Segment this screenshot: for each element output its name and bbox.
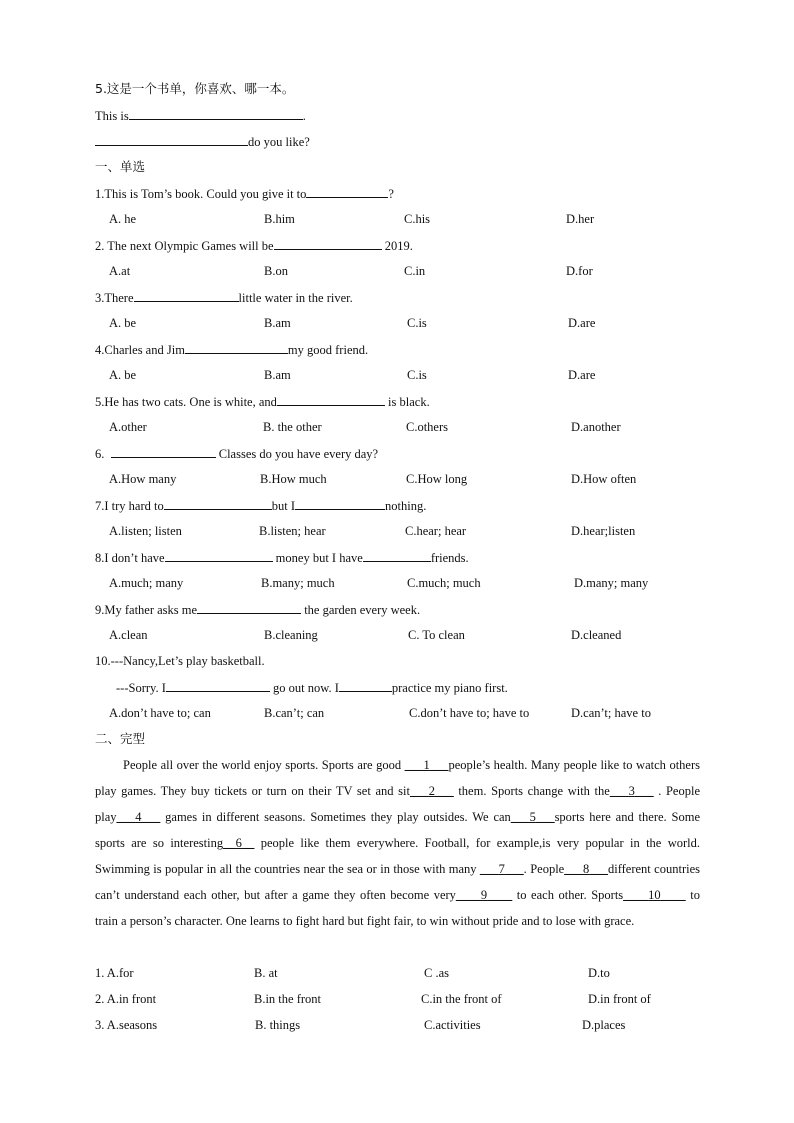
q5-title: 5.这是一个书单，你喜欢、哪一本。 <box>95 81 295 96</box>
option-b[interactable]: B.am <box>264 316 291 330</box>
cloze-3-option-b[interactable]: B. things <box>255 1018 301 1032</box>
answer-blank[interactable] <box>339 678 392 692</box>
q5-line1-prefix: This is <box>95 109 129 123</box>
answer-blank[interactable] <box>164 496 272 510</box>
blank-number: 6 <box>235 836 242 850</box>
answer-blank[interactable] <box>306 184 388 198</box>
cloze-blank-6[interactable]: __6__ <box>223 836 255 850</box>
question-text: 10.---Nancy,Let’s play basketball. <box>95 654 265 668</box>
q5-line2-suffix: do you like? <box>248 135 310 149</box>
answer-blank[interactable] <box>363 548 431 562</box>
q5-line1-suffix: . <box>302 109 306 123</box>
question-text: 6. <box>95 447 111 461</box>
question-text: go out now. I <box>269 681 339 695</box>
question-2 <box>95 236 413 255</box>
question-text: 9.My father asks me <box>95 603 198 617</box>
answer-blank[interactable] <box>111 444 216 458</box>
passage-text: People all over the world enjoy sports. Sports are good <box>123 758 405 772</box>
option-c[interactable]: C.others <box>406 420 449 434</box>
option-d[interactable]: D.hear;listen <box>571 524 636 538</box>
option-a[interactable]: A.How many <box>109 472 177 486</box>
option-c[interactable]: C.is <box>407 316 427 330</box>
question-1 <box>95 184 394 203</box>
option-a[interactable]: A.don’t have to; can <box>109 706 211 720</box>
cloze-passage <box>95 752 700 934</box>
question-text: Classes do you have every day? <box>215 447 379 461</box>
cloze-1-option-d[interactable]: D.to <box>588 966 610 980</box>
cloze-1-option-a[interactable]: 1. A.for <box>95 966 134 980</box>
q5-line2 <box>95 132 310 151</box>
question-text: 5.He has two cats. One is white, and <box>95 395 277 409</box>
question-text: friends. <box>430 551 469 565</box>
answer-blank[interactable] <box>277 392 385 406</box>
question-text: 2019. <box>381 239 413 253</box>
section2-heading: 二、完型 <box>95 731 146 746</box>
question-text: ? <box>388 187 394 201</box>
answer-blank[interactable] <box>95 132 248 146</box>
question-3 <box>95 288 353 307</box>
answer-blank[interactable] <box>197 600 301 614</box>
option-b[interactable]: B.cleaning <box>264 628 318 642</box>
option-d[interactable]: D.many; many <box>574 576 649 590</box>
question-4 <box>95 340 368 359</box>
option-b[interactable]: B.him <box>264 212 295 226</box>
cloze-paragraph <box>95 752 700 934</box>
cloze-1-option-b[interactable]: B. at <box>254 966 278 980</box>
answer-blank[interactable] <box>166 678 270 692</box>
question-text: ---Sorry. I <box>116 681 166 695</box>
passage-text: . People play <box>95 784 700 824</box>
question-text: 2. The next Olympic Games will be <box>95 239 274 253</box>
question-text: practice my piano first. <box>391 681 508 695</box>
passage-text: games in different seasons. Sometimes they play outsides. We can <box>160 810 511 824</box>
cloze-blank-5[interactable]: ___5___ <box>510 810 555 824</box>
cloze-3-option-c[interactable]: C.activities <box>424 1018 481 1032</box>
passage-text: sports here and there. Some sports are so interesting <box>95 810 700 850</box>
option-a[interactable]: A. be <box>109 316 137 330</box>
cloze-blank-3[interactable]: ___3___ <box>609 784 654 798</box>
passage-text: them. Sports change with the <box>453 784 610 798</box>
answer-blank[interactable] <box>134 288 239 302</box>
blank-number: 4 <box>135 810 142 824</box>
blank-number: 9 <box>480 888 488 902</box>
option-a[interactable]: A.listen; listen <box>109 524 182 538</box>
cloze-blank-1[interactable]: ___1___ <box>404 758 449 772</box>
blank-number: 7 <box>498 862 505 876</box>
option-c[interactable]: C.don’t have to; have to <box>409 706 530 720</box>
option-c[interactable]: C.his <box>404 212 431 226</box>
question-text: 3.There <box>95 291 134 305</box>
section1-heading: 一、单选 <box>95 159 146 174</box>
option-c[interactable]: C. To clean <box>408 628 465 642</box>
option-c[interactable]: C.is <box>407 368 427 382</box>
option-b[interactable]: B. the other <box>263 420 322 434</box>
option-c[interactable]: C.in <box>404 264 426 278</box>
cloze-2-option-d[interactable]: D.in front of <box>588 992 651 1006</box>
option-c[interactable]: C.How long <box>406 472 468 486</box>
option-b[interactable]: B.How much <box>260 472 327 486</box>
option-d[interactable]: D.cleaned <box>571 628 622 642</box>
blank-number: 3 <box>628 784 635 798</box>
cloze-3-option-a[interactable]: 3. A.seasons <box>95 1018 158 1032</box>
cloze-blank-9[interactable]: ____9____ <box>455 888 513 902</box>
option-c[interactable]: C.much; much <box>407 576 481 590</box>
question-text: 8.I don’t have <box>95 551 165 565</box>
cloze-blank-8[interactable]: ___8___ <box>564 862 608 876</box>
option-d[interactable]: D.How often <box>571 472 637 486</box>
cloze-2-option-c[interactable]: C.in the front of <box>421 992 502 1006</box>
option-d[interactable]: D.for <box>566 264 593 278</box>
option-a[interactable]: A.at <box>109 264 131 278</box>
option-a[interactable]: A. he <box>109 212 137 226</box>
blank-number: 8 <box>582 862 590 876</box>
question-text: little water in the river. <box>238 291 353 305</box>
option-b[interactable]: B.listen; hear <box>259 524 326 538</box>
blank-number: 1 <box>423 758 430 772</box>
passage-text: to each other. Sports <box>512 888 624 902</box>
cloze-blank-4[interactable]: ___4___ <box>116 810 161 824</box>
cloze-2-option-b[interactable]: B.in the front <box>254 992 322 1006</box>
option-a[interactable]: A.other <box>109 420 147 434</box>
question-text: 7.I try hard to <box>95 499 164 513</box>
option-d[interactable]: D.are <box>568 316 596 330</box>
cloze-2-option-a[interactable]: 2. A.in front <box>95 992 157 1006</box>
answer-blank[interactable] <box>129 106 303 120</box>
question-text: nothing. <box>385 499 427 513</box>
q5-line1 <box>95 106 306 125</box>
question-text: my good friend. <box>287 343 369 357</box>
passage-text: to train a person’s character. One learns to fight hard but fight fair, to win without pride and to lose with grace. <box>95 888 700 928</box>
option-c[interactable]: C.hear; hear <box>405 524 467 538</box>
cloze-blank-10[interactable]: ____10____ <box>623 888 686 902</box>
passage-text: . People <box>523 862 565 876</box>
question-text: 4.Charles and Jim <box>95 343 185 357</box>
option-d[interactable]: D.can’t; have to <box>571 706 651 720</box>
passage-text: people like them everywhere. Football, for example,is very popular in the world. Swimming is popular in all the countries near the sea or in those with many <box>95 836 700 876</box>
passage-text: different countries can’t understand each other, but after a game they often become very <box>95 862 700 902</box>
answer-blank[interactable] <box>274 236 382 250</box>
blank-number: 5 <box>529 810 536 824</box>
cloze-blank-2[interactable]: ___2___ <box>409 784 454 798</box>
option-d[interactable]: D.are <box>568 368 596 382</box>
passage-text: people’s health. Many people like to watch others play games. They buy tickets or turn on their TV set and sit <box>95 758 700 798</box>
question-6 <box>95 444 378 463</box>
answer-blank[interactable] <box>295 496 385 510</box>
question-text: money but I have <box>272 551 363 565</box>
question-text: but I <box>271 499 295 513</box>
option-a[interactable]: A.much; many <box>109 576 184 590</box>
option-d[interactable]: D.another <box>571 420 621 434</box>
option-a[interactable]: A. be <box>109 368 137 382</box>
answer-blank[interactable] <box>165 548 273 562</box>
option-b[interactable]: B.am <box>264 368 291 382</box>
blank-number: 2 <box>428 784 435 798</box>
cloze-3-option-d[interactable]: D.places <box>582 1018 626 1032</box>
question-10 <box>95 652 265 670</box>
cloze-blank-7[interactable]: ___7___ <box>479 862 524 876</box>
option-b[interactable]: B.many; much <box>261 576 335 590</box>
question-text: is black. <box>384 395 430 409</box>
option-a[interactable]: A.clean <box>109 628 148 642</box>
question-text: 1.This is Tom’s book. Could you give it to <box>95 187 307 201</box>
option-b[interactable]: B.can’t; can <box>264 706 325 720</box>
question-text: the garden every week. <box>301 603 421 617</box>
cloze-1-option-c[interactable]: C .as <box>424 966 449 980</box>
blank-number: 10 <box>648 888 661 902</box>
question-7 <box>95 496 426 515</box>
question-9 <box>95 600 420 619</box>
answer-blank[interactable] <box>185 340 288 354</box>
question-10-line2 <box>116 678 508 697</box>
option-b[interactable]: B.on <box>264 264 288 278</box>
option-d[interactable]: D.her <box>566 212 595 226</box>
question-5 <box>95 392 430 411</box>
question-8 <box>95 548 469 567</box>
